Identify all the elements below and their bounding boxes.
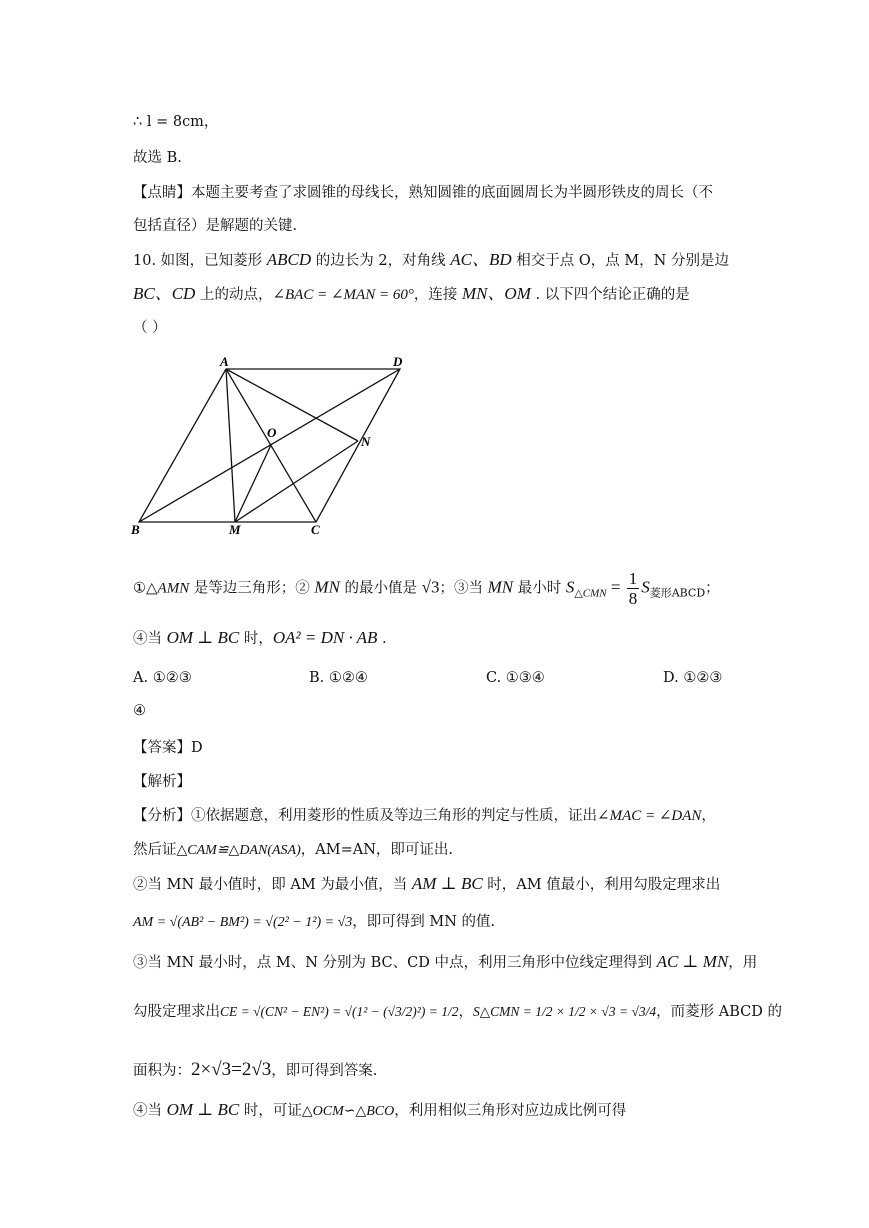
label-m: M xyxy=(229,522,241,537)
option-b[interactable]: B. ①②④ xyxy=(309,670,368,686)
label-d: D xyxy=(393,354,403,369)
line-choose-b: 故选 B. xyxy=(133,150,182,166)
analysis-line-8: ④当 OM ⊥ BC 时，可证△OCM∽△BCO，利用相似三角形对应边成比例可得 xyxy=(133,1100,627,1119)
option-c[interactable]: C. ①③④ xyxy=(486,670,545,686)
label-o: O xyxy=(267,425,277,440)
label-a: A xyxy=(220,354,229,369)
line-comment-2: 包括直径）是解题的关键. xyxy=(133,218,298,234)
option-d-continued: ④ xyxy=(133,703,146,719)
question-10-paren: （ ） xyxy=(133,320,167,336)
option-d[interactable]: D. ①②③ xyxy=(663,670,723,686)
question-10-line-2: BC、CD 上的动点，∠BAC = ∠MAN = 60°，连接 MN、OM . 以下四个结论正确的是 xyxy=(133,284,690,303)
line-comment-1: 【点睛】本题主要考查了求圆锥的母线长，熟知圆锥的底面圆周长为半圆形铁皮的周长（不 xyxy=(133,185,713,201)
conclusions-line-2: ④当 OM ⊥ BC 时，OA² = DN · AB . xyxy=(133,628,387,647)
label-n: N xyxy=(361,434,371,449)
fraction-one-eighth: $\frac{1}{8}$ xyxy=(628,569,638,608)
question-10-line-1: 10. 如图，已知菱形 ABCD 的边长为 2，对角线 AC、BD 相交于点 O，点 M，N 分别是边 xyxy=(133,250,729,269)
analysis-heading: 【解析】 xyxy=(133,774,191,790)
rhombus-figure xyxy=(125,350,425,540)
conclusions-line-1: ①△AMN 是等边三角形；② MN 的最小值是 √3；③当 MN 最小时 $S_{\triangle CMN}$ = $\frac{1}{8}$ $S_{菱形ABCD}$； xyxy=(133,569,720,608)
segment-am xyxy=(226,369,235,522)
line-conclusion-l: ∴ l = 8cm， xyxy=(133,114,219,130)
analysis-line-3: ②当 MN 最小值时，即 AM 为最小值，当 AM ⊥ BC 时，AM 值最小，利用勾股定理求出 xyxy=(133,874,721,893)
option-a[interactable]: A. ①②③ xyxy=(133,670,192,686)
analysis-line-7: 面积为：2×√3=2√3，即可得到答案. xyxy=(133,1059,378,1080)
analysis-line-4: AM = √(AB² − BM²) = √(2² − 1²) = √3，即可得到 MN 的值. xyxy=(133,914,496,930)
answer-line: 【答案】D xyxy=(133,740,203,756)
analysis-line-2: 然后证△CAM≌△DAN(ASA)，AM=AN，即可证出. xyxy=(133,842,453,858)
analysis-line-6: 勾股定理求出CE = √(CN² − EN²) = √(1² − (√3/2)²) = 1/2，S△CMN = 1/2 × 1/2 × √3 = √3/4，而菱形 ABCD 的 xyxy=(133,1004,782,1020)
analysis-line-5: ③当 MN 最小时，点 M、N 分别为 BC、CD 中点，利用三角形中位线定理得到 AC ⊥ MN，用 xyxy=(133,952,758,971)
label-c: C xyxy=(311,522,320,537)
label-b: B xyxy=(131,522,140,537)
analysis-line-1: 【分析】①依据题意，利用菱形的性质及等边三角形的判定与性质，证出∠MAC = ∠DAN， xyxy=(133,808,716,824)
